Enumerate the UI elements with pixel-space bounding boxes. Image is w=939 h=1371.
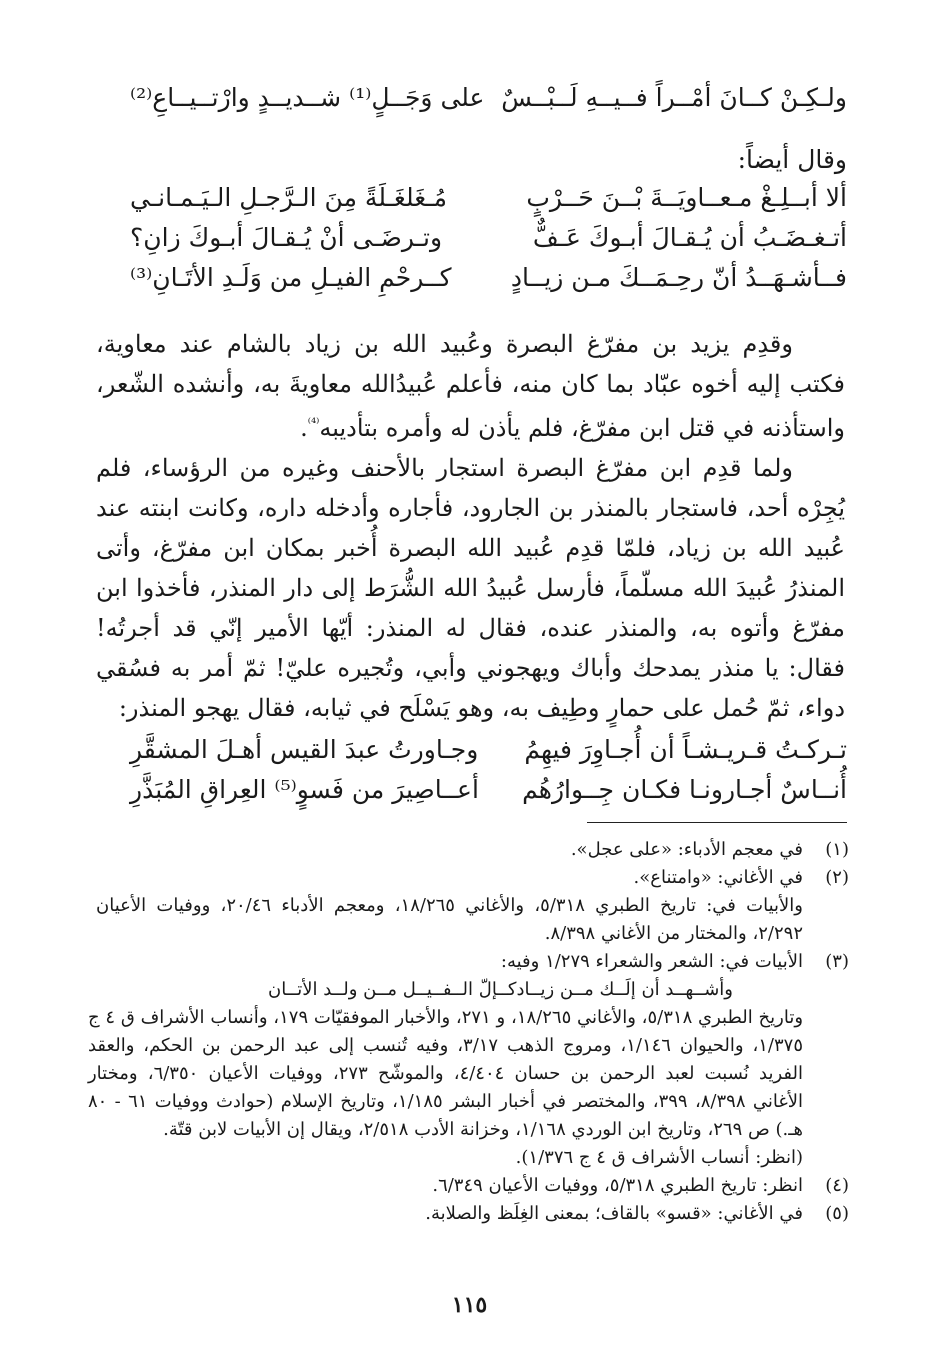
footnote-ref-4: ⁽⁴⁾ [307, 416, 320, 431]
verse-first-hemistich: فــأشـهَــدُ أنّ رحِـمَــكَ مـن زيــادٍ [510, 263, 847, 292]
footnote-1 [96, 836, 849, 864]
verse-second-hemistich: كــإلّ الــفــيــل مــن ولــد الأتــان [267, 979, 517, 1000]
footnote-verse [88, 976, 803, 1004]
footnote-text: انظر: تاريخ الطبري ٥/٣١٨، ووفيات الأعيان ٦/٣٤٩. [432, 1175, 803, 1196]
paragraph-1-end: . [300, 414, 308, 442]
verse-second-hemistich: كــرحْمِ الفيـلِ من وَلَـدِ الأتَـانِ⁽³⁾ [130, 263, 452, 292]
verse-second-hemistich: وتـرضَـى أنْ يُـقـالَ أبـوكَ زانِ؟ [130, 223, 443, 252]
verse-first-hemistich: أتـغـضَـبُ أن يُـقـالَ أبـوكَ عَـفٌّ [532, 223, 847, 252]
verse-second-hemistich: على وَجَــلٍ⁽¹⁾ شــديــدٍ وارْتــيــاعِ⁽²⁾ [130, 83, 485, 112]
footnote-text: في معجم الأدباء: «على عجل». [570, 839, 803, 860]
footnote-number: (٥) [825, 1203, 849, 1224]
verse-line [130, 770, 847, 810]
footnote-4 [96, 1172, 849, 1200]
footnotes [87, 836, 849, 1228]
footnote-number: (٤) [825, 1175, 849, 1196]
footnote-5 [96, 1200, 849, 1228]
verse-block-bottom [130, 730, 847, 810]
footnote-text: والأبيات في: تاريخ الطبري ٥/٣١٨، والأغاني ١٨/٢٦٥، ومعجم الأدباء ٢٠/٤٦، ووفيات الأعيان ٢/٢٩٢، والمختار من الأغاني ٨/٣٩٨. [96, 895, 803, 944]
verse-line [130, 178, 847, 218]
verse-intro: وقال أيضاً: [737, 145, 847, 174]
verse-first-hemistich: تـركـتُ قـريـشـاً أن أُجـاوِرَ فيهِمُ [524, 735, 847, 764]
footnote-text: الأبيات في: الشعر والشعراء ١/٢٧٩ وفيه: [500, 951, 803, 972]
footnote-number: (٣) [825, 951, 849, 972]
footnote-3 [87, 948, 849, 1172]
footnote-number: (١) [825, 839, 849, 860]
verse-first-hemistich: وأشــهــد أن إلَــك مــن زيــاد [516, 979, 733, 1000]
footnote-text: وتاريخ الطبري ٥/٣١٨، والأغاني ١٨/٢٦٥، و ٢٧١، والأخبار الموفقيّات ١٧٩، وأنساب الأشراف ق ٤ ج ١/٣٧٥، والحيوان ١/١٤٦، ومروج الذهب ٣/١٧، وفيه تُنسب إلى عبد الرحمن بن الحكم، والعقد الفريد نُسبت لعبد الرحمن بن حسان ٤/٤٠٤، والموشّح ٢٧٣، ووفيات الأعيان ٦/٣٥٠، ومختار الأغاني ٨/٣٩٨، ٣٩٩، والمختصر في أخبار البشر ١/١٨٥، وتاريخ الإسلام (حوادث ووفيات ٦١ - ٨٠ هـ.) ص ٢٦٩، وتاريخ ابن الوردي ١/١٦٨، وخزانة الأدب ٢/٥١٨، ويقال إن الأبيات لابن قتّة. [87, 1007, 804, 1140]
footnote-2 [96, 864, 849, 948]
verse-line [130, 258, 847, 298]
footnote-text: في الأغاني: «وامتناع». [633, 867, 803, 888]
footnote-separator [587, 822, 847, 823]
paragraph-1-text: وقدِم يزيد بن مفرّغ البصرة وعُبيد الله بن زياد بالشام عند معاوية، فكتب إليه أخوه عبّاد بما كان منه، فأعلم عُبيدُالله معاويةَ به، وأنشده الشّعر، واستأذنه في قتل ابن مفرّغ، فلم يأذن له وأمره بتأديبه [96, 330, 845, 442]
verse-first-hemistich: ألا أبــلِـغْ مـعــاويَــةَ بْــنَ حَــرْبٍ [526, 183, 847, 212]
page-number: ١١٥ [451, 1292, 488, 1318]
verse-line [130, 78, 847, 118]
verse-second-hemistich: أعــاصِيرَ من فَسوٍ⁽⁵⁾ العِراقِ المُبَذَّرِ [130, 775, 479, 804]
verse-first-hemistich: ولـكِـنْ كــانَ أمْــراً فــيــهِ لَــبْــسٌ [501, 83, 847, 112]
verse-first-hemistich: أُنــاسٌ أجـارونـا فكـان جِــوارُهُم [522, 775, 847, 804]
footnote-number: (٢) [825, 867, 849, 888]
paragraph-1 [96, 324, 845, 448]
verse-second-hemistich: وجـاورتُ عبدَ القيس أهـلَ المشقَّرِ [130, 735, 479, 764]
verse-line [130, 218, 847, 258]
verse-block-middle [130, 178, 847, 298]
paragraph-2: ولما قدِم ابن مفرّغ البصرة استجار بالأحنف وغيره من الرؤساء، فلم يُجِرْه أحد، فاستجار بالمنذر بن الجارود، فأجاره وأدخله داره، وكانت ابنته عند عُبيد الله بن زياد، فلمّا قدِم عُبيد الله البصرة أُخبر بمكان ابن مفرّغ، وأتى المنذرُ عُبيدَ الله مسلّماً، فأرسل عُبيدُ الله الشُّرَط إلى دار المنذر، فأخذوا ابن مفرّغ وأتوه به، والمنذر عنده، فقال له المنذر: أيّها الأمير إنّي قد أجرتُه! فقال: يا منذر يمدحك وأباك ويهجوني وأبي، وتُجيره عليّ! ثمّ أمر به فسُقي دواء، ثمّ حُمل على حمارٍ وطِيف به، وهو يَسْلَح في ثيابه، فقال يهجو المنذر: [96, 454, 846, 722]
verse-block-top [130, 78, 847, 118]
verse-second-hemistich: مُـغَلغَـلَةً مِنَ الـرَّجـلِ الـيَـمـانـي [130, 183, 448, 212]
footnote-text: في الأغاني: «قسو» بالقاف؛ بمعنى الغِلَظ والصلابة. [425, 1203, 803, 1224]
verse-line [130, 730, 847, 770]
footnote-text: (انظر: أنساب الأشراف ق ٤ ج ١/٣٧٦). [515, 1147, 803, 1168]
